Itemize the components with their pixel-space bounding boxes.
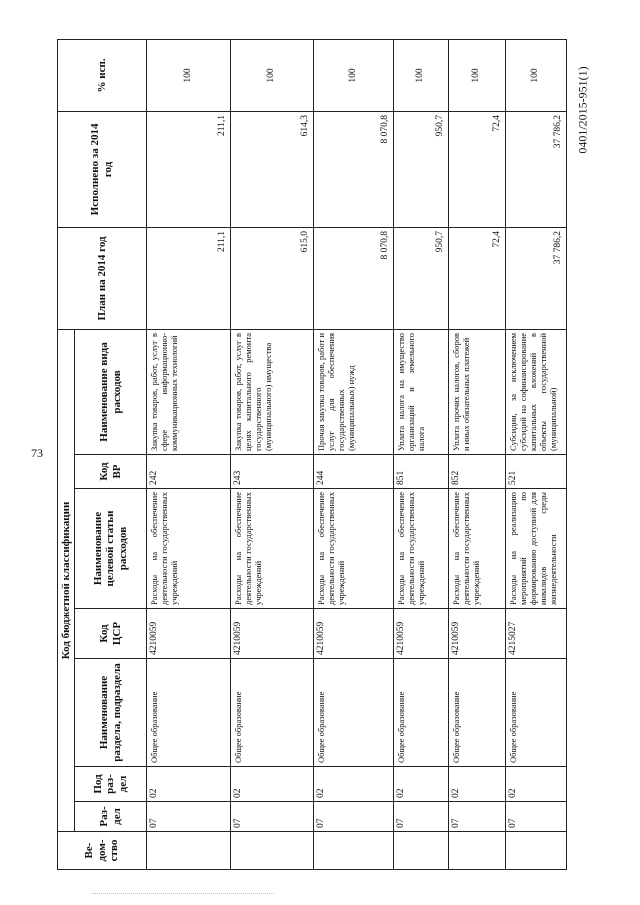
table-row [147, 39, 231, 869]
cell-razdel: 07 [449, 802, 506, 832]
cell-fact: 8 070,8 [314, 111, 394, 227]
cell-plan: 8 070,8 [314, 227, 394, 329]
cell-kod-vr: 851 [394, 455, 449, 489]
cell-empty [231, 832, 314, 870]
cell-pct: 100 [147, 39, 231, 111]
cell-kod-vr: 521 [506, 455, 567, 489]
cell-name-vr: Уплата прочих налогов, сборов и иных обязательных платежей [449, 329, 506, 454]
cell-empty [147, 832, 231, 870]
cell-pct: 100 [231, 39, 314, 111]
cell-name-csr: Расходы на реализацию мероприятий по формированию доступной для инвалидов среды жизнедеятельности [506, 489, 567, 609]
cell-name-csr: Расходы на обеспечение деятельности государственных учреждений [449, 489, 506, 609]
rotated-table-container [57, 40, 567, 870]
page-number: 73 [31, 446, 43, 460]
table-row [449, 39, 506, 869]
cell-razdel: 07 [394, 802, 449, 832]
cell-name-vr: Закупка товаров, работ, услуг в сфере информационно-коммуникационных технологий [147, 329, 231, 454]
header-kod-csr: Код ЦСР [75, 609, 147, 659]
cell-name-razdel: Общее образование [314, 659, 394, 767]
cell-name-razdel: Общее образование [231, 659, 314, 767]
cell-plan: 211,1 [147, 227, 231, 329]
cell-razdel: 07 [231, 802, 314, 832]
header-plan: План на 2014 год [58, 227, 147, 329]
header-fact: Исполнено за 2014 год [58, 111, 147, 227]
cell-name-vr: Прочая закупка товаров, работ и услуг для обеспечения государственных (муниципальных) нужд [314, 329, 394, 454]
cell-empty [506, 832, 567, 870]
cell-plan: 72,4 [449, 227, 506, 329]
header-name-razdel: Наименование раздела, подраздела [75, 659, 147, 767]
cell-plan: 37 786,2 [506, 227, 567, 329]
cell-name-csr: Расходы на обеспечение деятельности государственных учреждений [314, 489, 394, 609]
cell-pct: 100 [394, 39, 449, 111]
cell-name-razdel: Общее образование [394, 659, 449, 767]
header-name-csr: Наименование целевой статьи расходов [75, 489, 147, 609]
cell-pct: 100 [449, 39, 506, 111]
cell-kod-vr: 243 [231, 455, 314, 489]
table-row [231, 39, 314, 869]
cell-podrazdel: 02 [314, 767, 394, 802]
cell-podrazdel: 02 [394, 767, 449, 802]
header-razdel: Раз-дел [75, 802, 147, 832]
document-code-text: 0401/2015-951(1) [575, 66, 590, 154]
cell-empty [449, 832, 506, 870]
cell-fact: 37 786,2 [506, 111, 567, 227]
cell-empty [314, 832, 394, 870]
cell-name-vr: Субсидии, за исключением субсидий на софинансирование капитальных вложений в объекты государственной (муниципальной) [506, 329, 567, 454]
cell-kod-vr: 242 [147, 455, 231, 489]
header-kod-vr: Код ВР [75, 455, 147, 489]
cell-kod-csr: 4210059 [147, 609, 231, 659]
cell-pct: 100 [506, 39, 567, 111]
budget-table [57, 39, 567, 870]
table-row [506, 39, 567, 869]
cell-fact: 950,7 [394, 111, 449, 227]
cell-name-csr: Расходы на обеспечение деятельности государственных учреждений [231, 489, 314, 609]
cell-name-razdel: Общее образование [147, 659, 231, 767]
cell-fact: 614,3 [231, 111, 314, 227]
cell-kod-csr: 4210059 [449, 609, 506, 659]
cell-podrazdel: 02 [147, 767, 231, 802]
cell-podrazdel: 02 [449, 767, 506, 802]
cell-kod-csr: 4210059 [231, 609, 314, 659]
cell-fact: 211,1 [147, 111, 231, 227]
header-podrazdel: Под раз-дел [75, 767, 147, 802]
cell-name-razdel: Общее образование [449, 659, 506, 767]
cell-razdel: 07 [147, 802, 231, 832]
cell-podrazdel: 02 [506, 767, 567, 802]
table-row [314, 39, 394, 869]
cell-name-csr: Расходы на обеспечение деятельности государственных учреждений [147, 489, 231, 609]
cell-plan: 950,7 [394, 227, 449, 329]
cell-pct: 100 [314, 39, 394, 111]
cell-name-csr: Расходы на обеспечение деятельности государственных учреждений [394, 489, 449, 609]
cell-razdel: 07 [314, 802, 394, 832]
cell-podrazdel: 02 [231, 767, 314, 802]
cell-razdel: 07 [506, 802, 567, 832]
cell-plan: 615,0 [231, 227, 314, 329]
cell-kod-csr: 4210059 [394, 609, 449, 659]
header-pct: % исп. [58, 39, 147, 111]
cell-name-vr: Закупка товаров, работ, услуг в целях капитального ремонта государственного (муниципального) имущества [231, 329, 314, 454]
cell-kod-vr: 852 [449, 455, 506, 489]
cell-kod-csr: 4210059 [314, 609, 394, 659]
cell-fact: 72,4 [449, 111, 506, 227]
header-name-vr: Наименование вида расходов [75, 329, 147, 454]
header-vedomstvo: Ве-дом-ство [58, 832, 147, 870]
table-row [394, 39, 449, 869]
header-budget-classification: Код бюджетной классификации [58, 329, 75, 831]
scan-artifact-line [92, 893, 274, 894]
cell-kod-csr: 4215027 [506, 609, 567, 659]
cell-name-razdel: Общее образование [506, 659, 567, 767]
cell-name-vr: Уплата налога на имущество организаций и земельного налога [394, 329, 449, 454]
cell-kod-vr: 244 [314, 455, 394, 489]
cell-empty [394, 832, 449, 870]
document-code [575, 66, 640, 154]
